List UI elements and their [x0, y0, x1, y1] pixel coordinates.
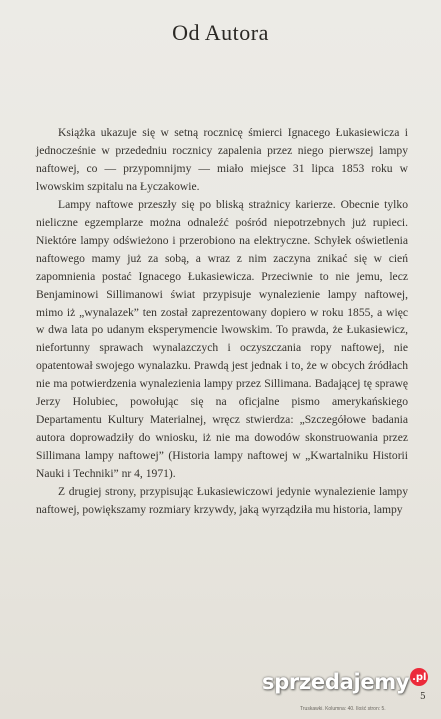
watermark-badge: .pl: [410, 668, 428, 686]
body-text: [36, 124, 408, 519]
page-number: 5: [420, 692, 426, 702]
page-title: Od Autora: [172, 20, 269, 45]
watermark-text: sprzedajemy: [262, 670, 410, 694]
footer-note: Truskawki. Kolumna: 40. Ilość stron: 5.: [300, 706, 386, 712]
paragraph-1: Książka ukazuje się w setną rocznicę śmierci Ignacego Łukasiewicza i jednocześnie w przededniu rocznicy zapalenia przez niego pierwszej lampy naftowej, co — przypomnijmy — miało miejsce 31 lipca 1853 roku w lwowskim szpitalu na Łyczakowie.: [36, 126, 408, 193]
paragraph-3: Z drugiej strony, przypisując Łukasiewiczowi jedynie wynalezienie lampy naftowej, powiększamy rozmiary krzywdy, jaką wyrządziła mu historia, lampy: [36, 485, 408, 517]
paragraph-2: Lampy naftowe przeszły się po bliską strażnicy karierze. Obecnie tylko nieliczne egzemplarze można odnaleźć pośród niepotrzebnych już rupieci. Niektóre lampy odświeżono i przerobiono na elektryczne. Schyłek oświetlenia naftowego mamy już za sobą, a wraz z nim zaczyna znikać się w cień zapomnienia postać Ignacego Łukasiewicza. Przeciwnie to nie jemu, lecz Benjaminowi Sillimanowi świat przypisuje wynalezienie lampy naftowej, mimo iż „wynalazek” ten został zaprezentowany dopiero w roku 1855, a więc w dwa lata po udanym eksperymencie lwowskim. To prawda, że Łukasiewicz, niefortunny sprawach wynalazczych i oczyszczania ropy naftowej, nie opatentował swojego wynalazku. Prawdą jest jednak i to, że w obcych źródłach nie ma potwierdzenia wynalezienia lampy przez Sillimana. Badającej tę sprawę Jerzy Holubiec, powołując się na oficjalne pismo amerykańskiego Departamentu Kultury Materialnej, wręcz stwierdza: „Szczegółowe badania autora doprowadziły do wniosku, iż nie ma dowodów skonstruowania przez Sillimana lampy naftowej” (Historia lampy naftowej w „Kwartalniku Historii Nauki i Techniki” nr 4, 1971).: [36, 197, 408, 481]
watermark-logo: [262, 666, 428, 698]
